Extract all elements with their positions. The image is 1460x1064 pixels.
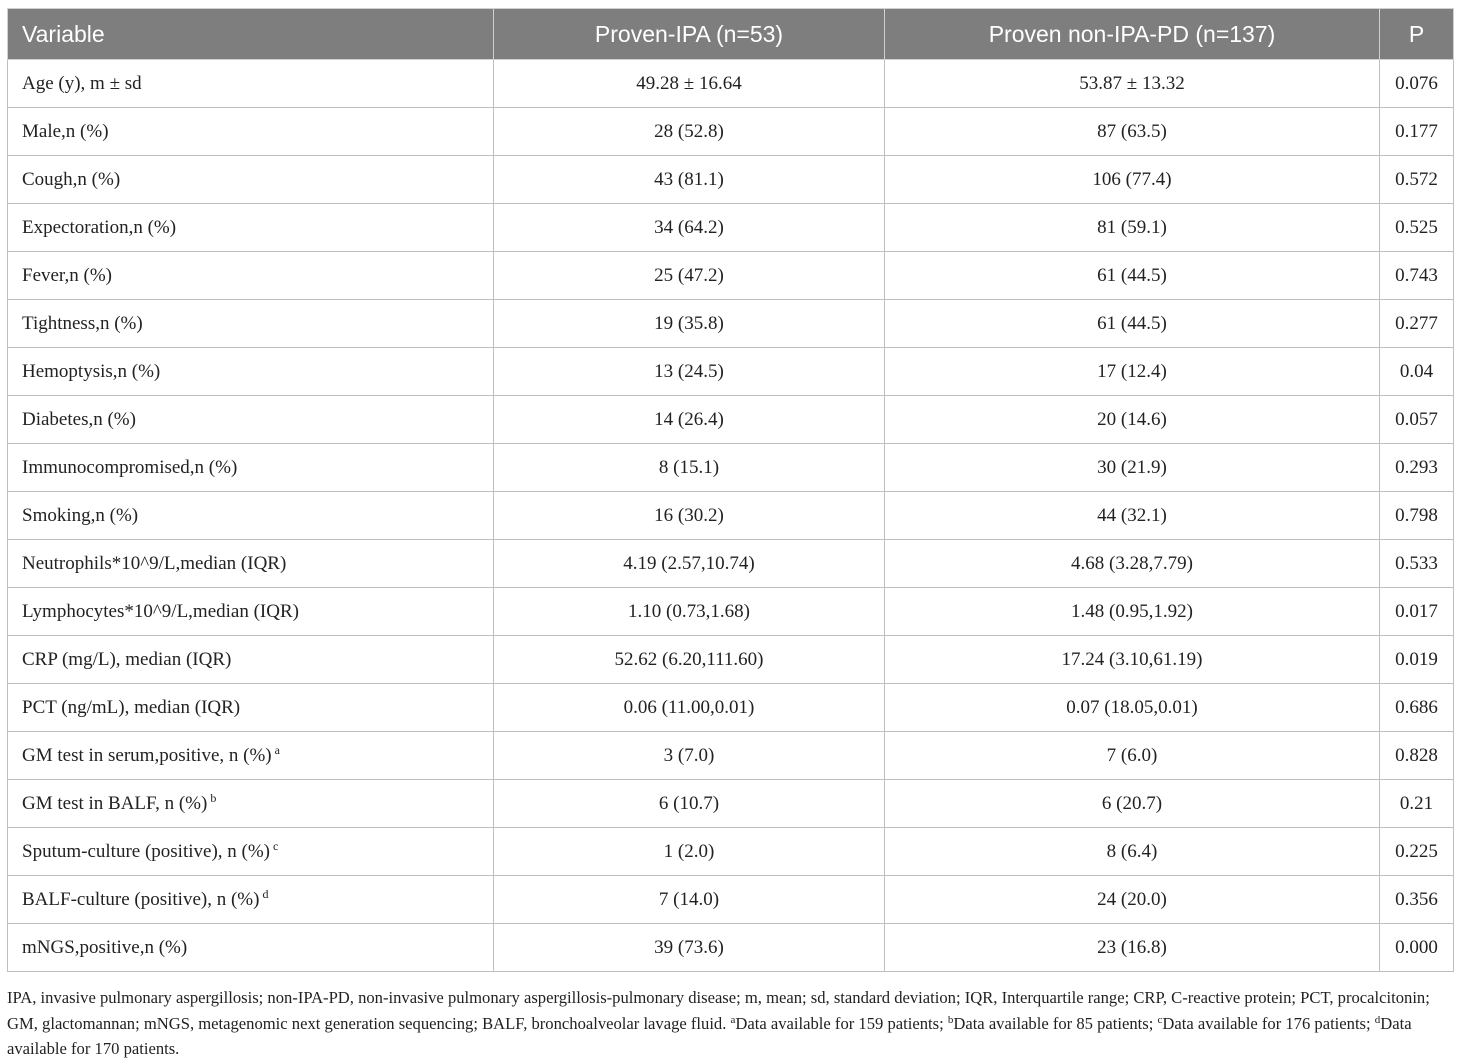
cell-variable [8, 876, 494, 924]
footnote-marker: b [210, 790, 217, 805]
cell-proven-ipa: 43 (81.1) [494, 156, 885, 204]
footnote-marker: a [274, 742, 280, 757]
variable-label: GM test in BALF, n (%) [22, 792, 208, 814]
table-header [8, 9, 1454, 60]
cell-p-value: 0.057 [1380, 396, 1454, 444]
baseline-characteristics-table-container [7, 8, 1453, 972]
cell-proven-ipa: 14 (26.4) [494, 396, 885, 444]
cell-proven-non-ipa-pd: 8 (6.4) [885, 828, 1380, 876]
footnote-abbreviations: IPA, invasive pulmonary aspergillosis; non-IPA-PD, non-invasive pulmonary aspergillosis-pulmonary disease; m, mean; sd, standard deviation; IQR, Interquartile range; CRP, C-reactive protein; PCT, procalcitonin; GM, glactomannan; mNGS, metagenomic next generation sequencing; BALF, bronchoalveolar lavage fluid. [7, 988, 1430, 1033]
cell-variable [8, 252, 494, 300]
footnote-marker: d [1374, 1013, 1381, 1026]
table-row [8, 348, 1454, 396]
table-row [8, 684, 1454, 732]
variable-label: Neutrophils*10^9/L,median (IQR) [22, 552, 287, 574]
cell-p-value: 0.019 [1380, 636, 1454, 684]
cell-variable [8, 540, 494, 588]
footnote-note-text: Data available for 85 patients; [953, 1013, 1158, 1033]
table-row [8, 252, 1454, 300]
cell-p-value: 0.21 [1380, 780, 1454, 828]
baseline-characteristics-table [7, 8, 1454, 972]
cell-proven-non-ipa-pd: 30 (21.9) [885, 444, 1380, 492]
cell-proven-non-ipa-pd: 6 (20.7) [885, 780, 1380, 828]
variable-label: Lymphocytes*10^9/L,median (IQR) [22, 600, 299, 622]
cell-variable [8, 204, 494, 252]
cell-proven-ipa: 1 (2.0) [494, 828, 885, 876]
footnote-note-text: Data available for 170 patients. [7, 1013, 1412, 1058]
cell-p-value: 0.533 [1380, 540, 1454, 588]
table-row [8, 492, 1454, 540]
table-row [8, 204, 1454, 252]
table-row [8, 924, 1454, 972]
cell-proven-ipa: 1.10 (0.73,1.68) [494, 588, 885, 636]
cell-p-value: 0.828 [1380, 732, 1454, 780]
table-row [8, 108, 1454, 156]
table-footnote [7, 985, 1459, 1062]
cell-p-value: 0.177 [1380, 108, 1454, 156]
cell-proven-non-ipa-pd: 53.87 ± 13.32 [885, 60, 1380, 108]
cell-proven-ipa: 7 (14.0) [494, 876, 885, 924]
cell-variable [8, 684, 494, 732]
header-proven-ipa: Proven-IPA (n=53) [494, 9, 885, 60]
table-body [8, 60, 1454, 972]
cell-proven-non-ipa-pd: 44 (32.1) [885, 492, 1380, 540]
table-row [8, 444, 1454, 492]
variable-label: CRP (mg/L), median (IQR) [22, 648, 232, 670]
cell-proven-non-ipa-pd: 87 (63.5) [885, 108, 1380, 156]
footnote-marker: c [273, 838, 279, 853]
cell-variable [8, 300, 494, 348]
table-row [8, 396, 1454, 444]
table-row [8, 540, 1454, 588]
variable-label: GM test in serum,positive, n (%) [22, 744, 272, 766]
cell-proven-non-ipa-pd: 24 (20.0) [885, 876, 1380, 924]
cell-p-value: 0.686 [1380, 684, 1454, 732]
variable-label: Tightness,n (%) [22, 312, 143, 334]
cell-p-value: 0.277 [1380, 300, 1454, 348]
cell-variable [8, 156, 494, 204]
cell-proven-non-ipa-pd: 0.07 (18.05,0.01) [885, 684, 1380, 732]
cell-proven-ipa: 4.19 (2.57,10.74) [494, 540, 885, 588]
cell-p-value: 0.076 [1380, 60, 1454, 108]
cell-p-value: 0.356 [1380, 876, 1454, 924]
variable-label: Immunocompromised,n (%) [22, 456, 238, 478]
cell-proven-ipa: 13 (24.5) [494, 348, 885, 396]
cell-proven-ipa: 34 (64.2) [494, 204, 885, 252]
variable-label: Expectoration,n (%) [22, 216, 177, 238]
cell-proven-non-ipa-pd: 61 (44.5) [885, 252, 1380, 300]
table-row [8, 876, 1454, 924]
cell-proven-non-ipa-pd: 106 (77.4) [885, 156, 1380, 204]
cell-variable [8, 780, 494, 828]
cell-p-value: 0.017 [1380, 588, 1454, 636]
cell-proven-ipa: 52.62 (6.20,111.60) [494, 636, 885, 684]
table-row [8, 828, 1454, 876]
variable-label: PCT (ng/mL), median (IQR) [22, 696, 241, 718]
cell-proven-non-ipa-pd: 23 (16.8) [885, 924, 1380, 972]
cell-p-value: 0.04 [1380, 348, 1454, 396]
table-row [8, 300, 1454, 348]
header-proven-non-ipa-pd: Proven non-IPA-PD (n=137) [885, 9, 1380, 60]
table-row [8, 732, 1454, 780]
cell-proven-ipa: 19 (35.8) [494, 300, 885, 348]
cell-variable [8, 924, 494, 972]
variable-label: Hemoptysis,n (%) [22, 360, 161, 382]
table-row [8, 588, 1454, 636]
cell-variable [8, 492, 494, 540]
cell-variable [8, 348, 494, 396]
footnote-marker: c [1157, 1013, 1163, 1026]
cell-variable [8, 60, 494, 108]
cell-proven-ipa: 0.06 (11.00,0.01) [494, 684, 885, 732]
variable-label: Cough,n (%) [22, 168, 121, 190]
variable-label: BALF-culture (positive), n (%) [22, 888, 260, 910]
cell-p-value: 0.525 [1380, 204, 1454, 252]
cell-proven-ipa: 28 (52.8) [494, 108, 885, 156]
header-row [8, 9, 1454, 60]
variable-label: Smoking,n (%) [22, 504, 139, 526]
table-row [8, 156, 1454, 204]
variable-label: mNGS,positive,n (%) [22, 936, 188, 958]
cell-proven-ipa: 25 (47.2) [494, 252, 885, 300]
footnote-marker: d [262, 886, 269, 901]
variable-label: Sputum-culture (positive), n (%) [22, 840, 271, 862]
cell-proven-non-ipa-pd: 17 (12.4) [885, 348, 1380, 396]
cell-p-value: 0.000 [1380, 924, 1454, 972]
cell-proven-non-ipa-pd: 7 (6.0) [885, 732, 1380, 780]
footnote-note-text: Data available for 159 patients; [735, 1013, 948, 1033]
cell-proven-ipa: 6 (10.7) [494, 780, 885, 828]
footnote-marker: a [730, 1013, 736, 1026]
header-p-value: P [1380, 9, 1454, 60]
cell-proven-ipa: 16 (30.2) [494, 492, 885, 540]
cell-proven-non-ipa-pd: 20 (14.6) [885, 396, 1380, 444]
cell-p-value: 0.743 [1380, 252, 1454, 300]
table-row [8, 636, 1454, 684]
variable-label: Age (y), m ± sd [22, 72, 142, 94]
cell-variable [8, 396, 494, 444]
cell-p-value: 0.293 [1380, 444, 1454, 492]
cell-proven-ipa: 49.28 ± 16.64 [494, 60, 885, 108]
footnote-note-text: Data available for 176 patients; [1162, 1013, 1375, 1033]
cell-proven-non-ipa-pd: 61 (44.5) [885, 300, 1380, 348]
cell-proven-non-ipa-pd: 4.68 (3.28,7.79) [885, 540, 1380, 588]
cell-proven-ipa: 8 (15.1) [494, 444, 885, 492]
cell-proven-non-ipa-pd: 17.24 (3.10,61.19) [885, 636, 1380, 684]
cell-variable [8, 588, 494, 636]
variable-label: Fever,n (%) [22, 264, 112, 286]
footnote-marker: b [947, 1013, 954, 1026]
cell-variable [8, 636, 494, 684]
cell-proven-ipa: 3 (7.0) [494, 732, 885, 780]
cell-variable [8, 732, 494, 780]
cell-proven-non-ipa-pd: 81 (59.1) [885, 204, 1380, 252]
cell-variable [8, 108, 494, 156]
cell-proven-non-ipa-pd: 1.48 (0.95,1.92) [885, 588, 1380, 636]
variable-label: Diabetes,n (%) [22, 408, 136, 430]
table-row [8, 60, 1454, 108]
cell-p-value: 0.798 [1380, 492, 1454, 540]
variable-label: Male,n (%) [22, 120, 109, 142]
cell-p-value: 0.572 [1380, 156, 1454, 204]
cell-variable [8, 444, 494, 492]
cell-p-value: 0.225 [1380, 828, 1454, 876]
header-variable: Variable [8, 9, 494, 60]
cell-proven-ipa: 39 (73.6) [494, 924, 885, 972]
table-row [8, 780, 1454, 828]
cell-variable [8, 828, 494, 876]
